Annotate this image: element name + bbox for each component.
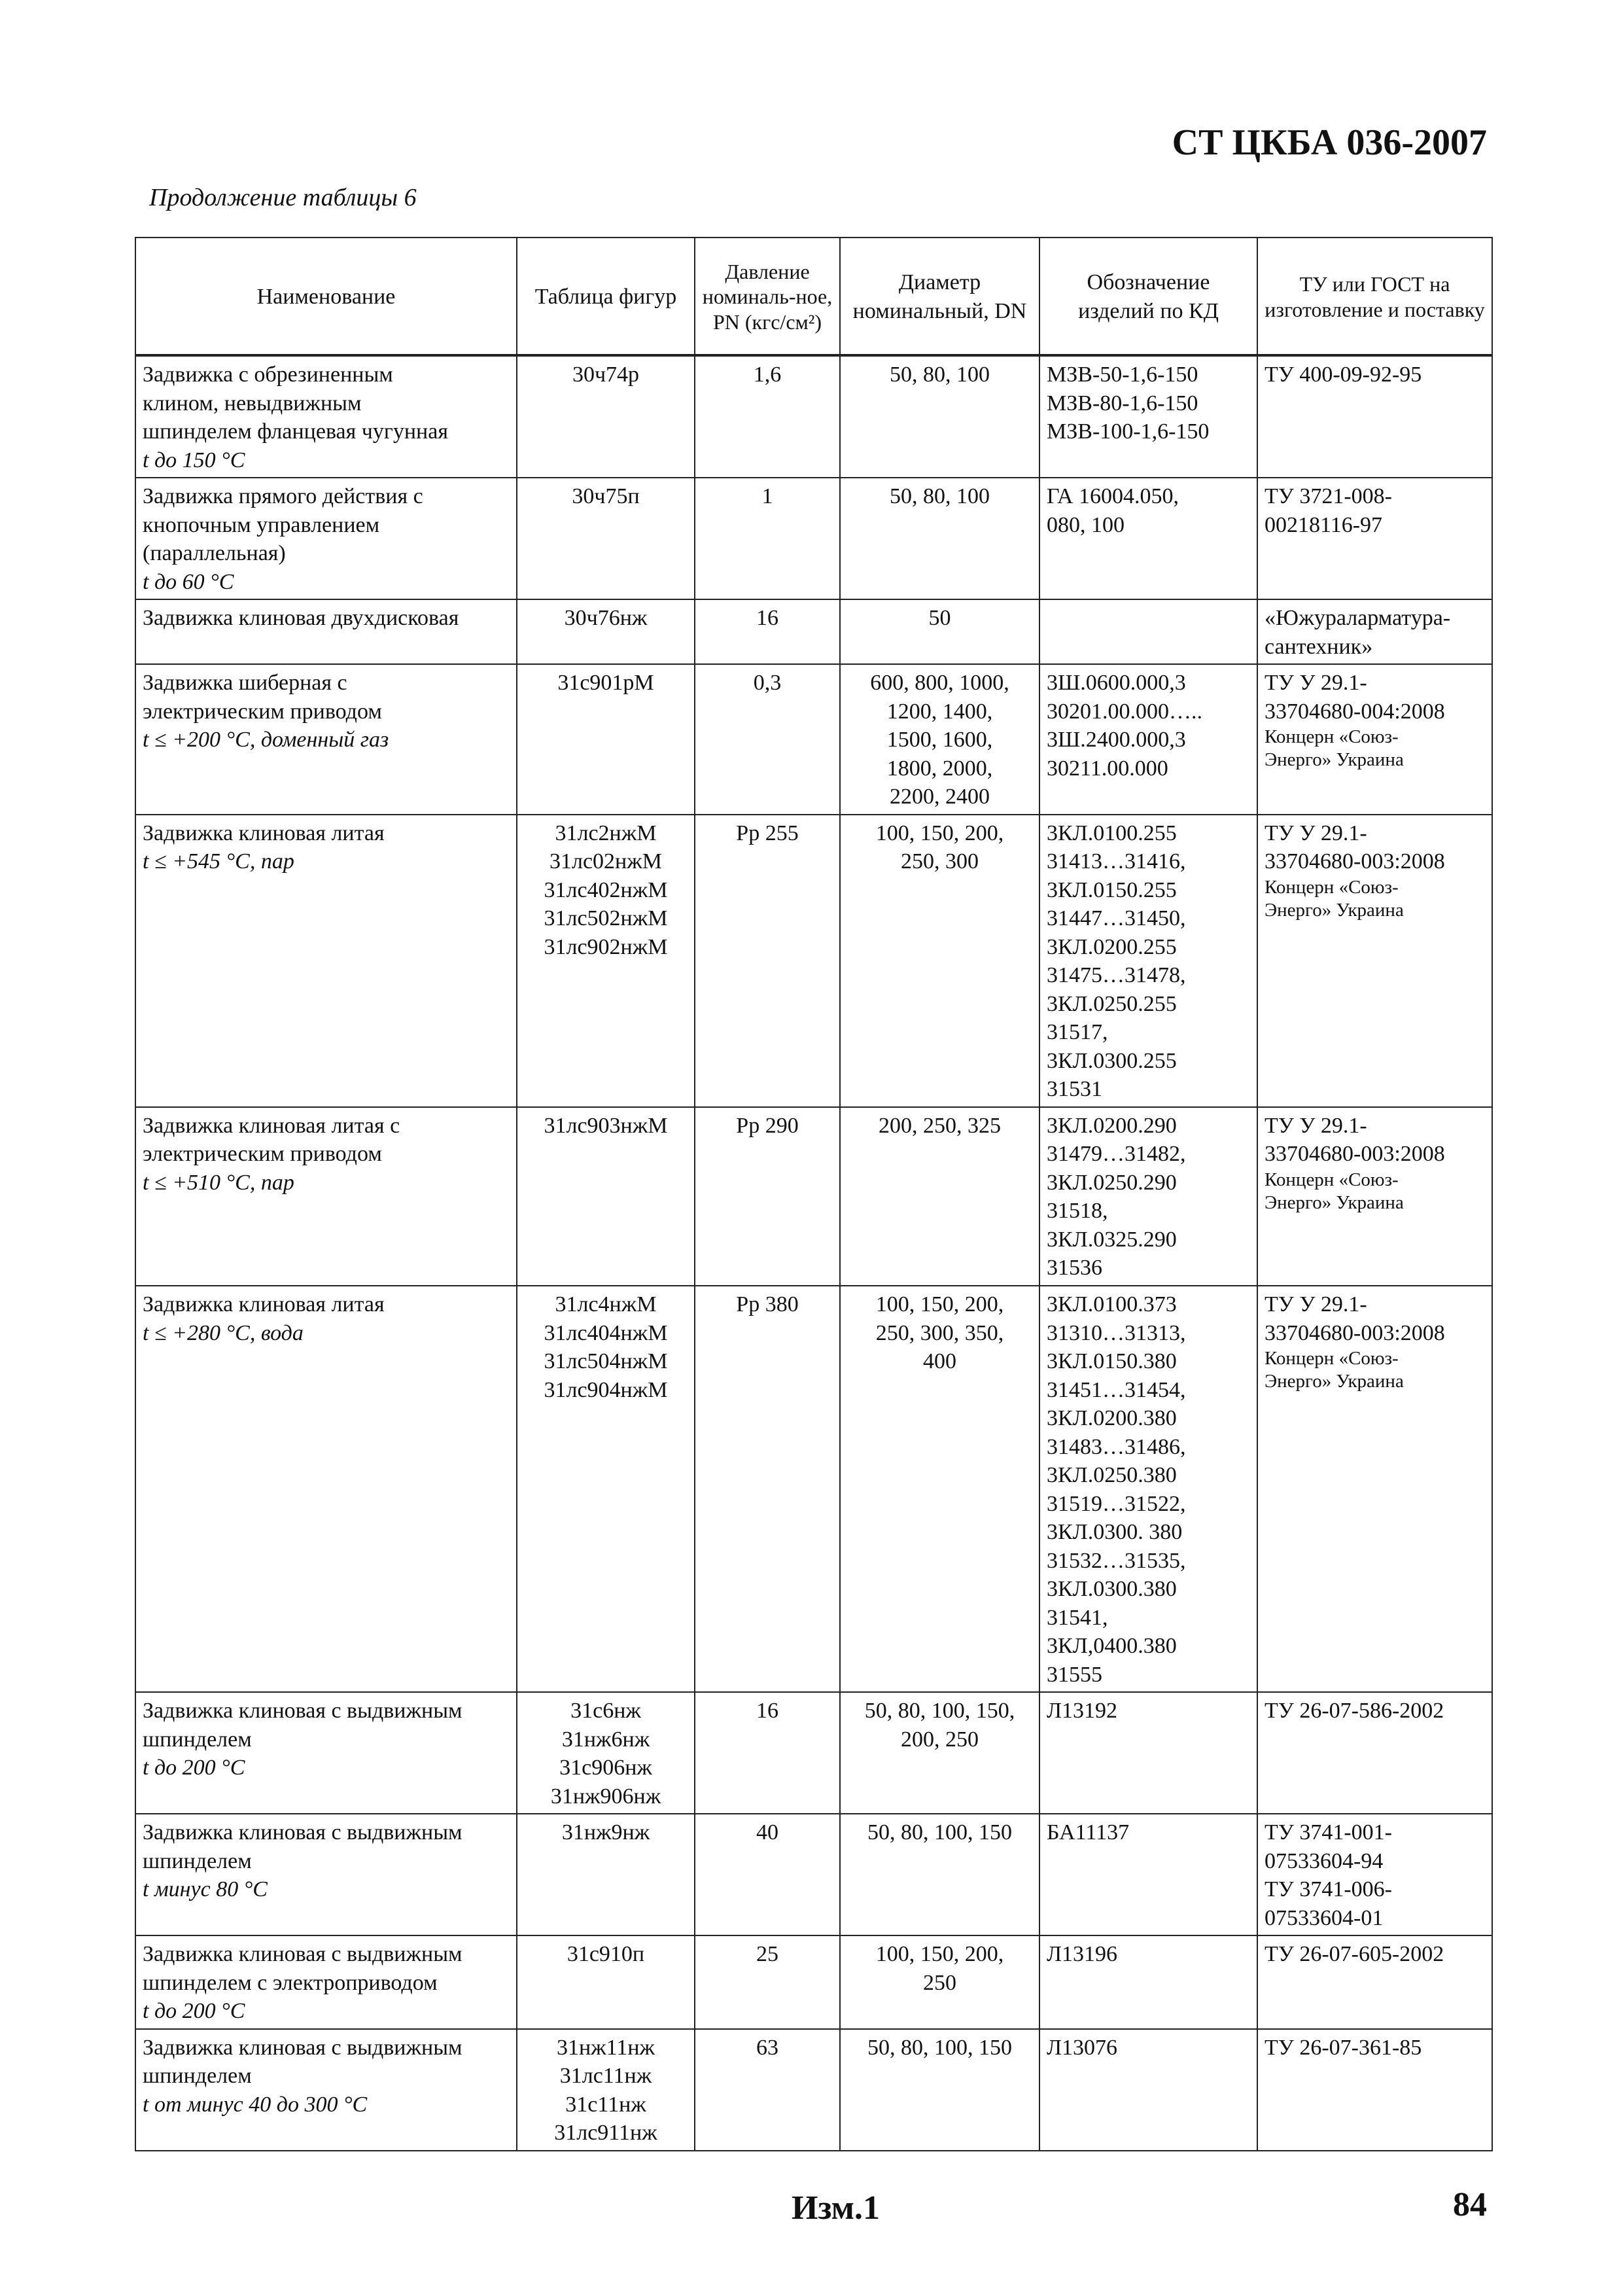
figure-code: 31с906нж (559, 1756, 652, 1780)
figure-code: 31лс11нж (559, 2064, 652, 2089)
product-name-line: (параллельная) (143, 541, 286, 566)
temperature-note: t до 200 °C (143, 1999, 245, 2024)
col-header-name: Наименование (135, 238, 517, 355)
product-name-line: Задвижка клиновая двухдисковая (143, 606, 459, 631)
kd-designation: МЗВ-50-1,6-150 (1047, 362, 1198, 387)
col-header-dn: Диаметр номинальный, DN (840, 238, 1039, 355)
tu-manufacturer-note: Энерго» Украина (1265, 749, 1404, 770)
kd-designation: 31479…31482, (1047, 1142, 1186, 1167)
cell-figures (517, 815, 695, 1107)
table-row (135, 1286, 1492, 1692)
temperature-note: t до 150 °C (143, 448, 245, 472)
cell-name (135, 1814, 517, 1935)
kd-designation: 30201.00.000….. (1047, 699, 1202, 724)
kd-designation: Л13076 (1047, 2035, 1118, 2060)
table-row (135, 599, 1492, 664)
cell-tu (1257, 1107, 1492, 1286)
tu-standard: ТУ У 29.1- (1265, 1292, 1367, 1316)
kd-designation: Л13192 (1047, 1699, 1118, 1723)
table-row (135, 1935, 1492, 2029)
kd-designation: 3КЛ.0300.255 (1047, 1048, 1177, 1073)
cell-figures (517, 664, 695, 815)
temperature-note: t ≤ +280 °C, вода (143, 1320, 304, 1345)
product-name-line: Задвижка клиновая с выдвижным (143, 1942, 462, 1967)
product-name-line: Задвижка клиновая литая с (143, 1113, 400, 1138)
dn-values: 1500, 1600, (886, 728, 993, 752)
cell-kd (1039, 1107, 1257, 1286)
product-name-line: Задвижка клиновая литая (143, 821, 385, 845)
cell-kd (1039, 664, 1257, 815)
cell-name (135, 1935, 517, 2029)
cell-dn (840, 2029, 1039, 2151)
kd-designation: 3КЛ.0200.255 (1047, 934, 1177, 959)
figure-code: 30ч76нж (564, 606, 648, 631)
cell-name (135, 1107, 517, 1286)
kd-designation: 3Ш.2400.000,3 (1047, 728, 1186, 752)
cell-figures (517, 478, 695, 599)
kd-designation: 080, 100 (1047, 512, 1125, 537)
cell-name (135, 355, 517, 478)
tu-standard: ТУ 400-09-92-95 (1265, 362, 1422, 387)
cell-figures (517, 1814, 695, 1935)
cell-kd (1039, 1935, 1257, 2029)
kd-designation: 31536 (1047, 1256, 1102, 1280)
tu-standard: 33704680-003:2008 (1265, 1320, 1445, 1345)
cell-tu (1257, 815, 1492, 1107)
dn-values: 2200, 2400 (890, 785, 990, 809)
document-code: СТ ЦКБА 036-2007 (1172, 122, 1487, 163)
kd-designation: 3Ш.0600.000,3 (1047, 671, 1186, 696)
temperature-note: t ≤ +200 °C, доменный газ (143, 728, 389, 752)
cell-dn (840, 1814, 1039, 1935)
cell-figures (517, 1286, 695, 1692)
kd-designation: 31518, (1047, 1199, 1108, 1224)
kd-designation: 31531 (1047, 1077, 1102, 1102)
kd-designation: БА11137 (1047, 1820, 1130, 1845)
kd-designation: 31447…31450, (1047, 906, 1186, 931)
table-row (135, 664, 1492, 815)
revision-label: Изм.1 (792, 2189, 881, 2227)
kd-designation: 3КЛ.0150.380 (1047, 1349, 1177, 1374)
dn-values: 600, 800, 1000, (870, 671, 1009, 696)
kd-designation: 3КЛ.0325.290 (1047, 1227, 1177, 1252)
product-name-line: Задвижка клиновая с выдвижным (143, 2035, 462, 2060)
dn-values: 50, 80, 100 (890, 484, 990, 509)
tu-manufacturer-note: Энерго» Украина (1265, 899, 1404, 921)
tu-standard: ТУ У 29.1- (1265, 1113, 1367, 1138)
product-name-line: шпинделем с электроприводом (143, 1970, 438, 1995)
kd-designation: 3КЛ.0100.255 (1047, 821, 1177, 845)
dn-values: 50, 80, 100, 150 (867, 1820, 1012, 1845)
cell-tu (1257, 599, 1492, 664)
col-header-pn: Давление номиналь-ное, PN (кгс/см²) (695, 238, 840, 355)
product-name-line: шпинделем (143, 1848, 252, 1873)
figure-code: 31лс502нжМ (544, 906, 668, 931)
figure-code: 31лс903нжМ (544, 1113, 668, 1138)
cell-name (135, 815, 517, 1107)
figure-code: 31лс904нжМ (544, 1377, 668, 1402)
tu-standard: ТУ 3721-008- (1265, 484, 1392, 509)
dn-values: 50, 80, 100 (890, 362, 990, 387)
table-row (135, 1107, 1492, 1286)
product-name-line: Задвижка шиберная с (143, 671, 347, 696)
tu-standard: «Южураларматура- (1265, 606, 1451, 631)
cell-dn (840, 1935, 1039, 2029)
figure-code: 31лс02нжМ (550, 849, 662, 874)
cell-pn: 1,6 (695, 355, 840, 478)
table-body (135, 355, 1492, 2151)
cell-name (135, 1692, 517, 1814)
cell-kd (1039, 815, 1257, 1107)
cell-pn: 1 (695, 478, 840, 599)
cell-pn: 63 (695, 2029, 840, 2151)
cell-pn: 0,3 (695, 664, 840, 815)
tu-manufacturer-note: Концерн «Союз- (1265, 1348, 1399, 1369)
figure-code: 31с901рМ (557, 671, 654, 696)
figure-code: 31нж906нж (550, 1784, 661, 1809)
cell-pn: 25 (695, 1935, 840, 2029)
col-header-tu: ТУ или ГОСТ на изготовление и поставку (1257, 238, 1492, 355)
temperature-note: t до 60 °C (143, 569, 234, 594)
dn-values: 50, 80, 100, 150 (867, 2035, 1012, 2060)
table-row (135, 2029, 1492, 2151)
cell-kd (1039, 599, 1257, 664)
temperature-note: t ≤ +545 °C, пар (143, 849, 294, 874)
cell-tu (1257, 1692, 1492, 1814)
cell-name (135, 599, 517, 664)
page-number: 84 (1453, 2186, 1487, 2223)
cell-tu (1257, 2029, 1492, 2151)
table-row (135, 1692, 1492, 1814)
cell-tu (1257, 664, 1492, 815)
dn-values: 50 (928, 606, 951, 631)
tu-standard: ТУ 3741-006- (1265, 1877, 1392, 1902)
kd-designation: 31483…31486, (1047, 1434, 1186, 1459)
cell-tu (1257, 1935, 1492, 2029)
product-name-line: клином, невыдвижным (143, 391, 362, 415)
figure-code: 31лс404нжМ (544, 1320, 668, 1345)
tu-standard: 33704680-003:2008 (1265, 849, 1445, 874)
cell-figures (517, 355, 695, 478)
cell-dn (840, 599, 1039, 664)
kd-designation: 31532…31535, (1047, 1548, 1186, 1573)
cell-tu (1257, 1814, 1492, 1935)
figure-code: 31лс911нж (554, 2121, 657, 2146)
figure-code: 31лс4нжМ (555, 1292, 657, 1316)
kd-designation: 3КЛ.0300. 380 (1047, 1520, 1183, 1545)
figure-code: 30ч74р (572, 362, 640, 387)
product-name-line: электрическим приводом (143, 1142, 382, 1167)
tu-standard: ТУ 3741-001- (1265, 1820, 1392, 1845)
dn-values: 250 (923, 1970, 956, 1995)
kd-designation: 3КЛ.0250.255 (1047, 991, 1177, 1016)
kd-designation: 3КЛ.0150.255 (1047, 877, 1177, 902)
figure-code: 31лс2нжМ (555, 821, 657, 845)
kd-designation: МЗВ-80-1,6-150 (1047, 391, 1198, 415)
cell-kd (1039, 478, 1257, 599)
figure-code: 30ч75п (572, 484, 640, 509)
kd-designation: 3КЛ.0250.290 (1047, 1170, 1177, 1195)
tu-standard: 07533604-94 (1265, 1848, 1384, 1873)
cell-figures (517, 2029, 695, 2151)
kd-designation: 3КЛ.0200.380 (1047, 1406, 1177, 1431)
col-header-kd: Обозначение изделий по КД (1039, 238, 1257, 355)
dn-values: 100, 150, 200, (875, 1942, 1004, 1967)
dn-values: 200, 250 (901, 1727, 979, 1752)
table-row (135, 355, 1492, 478)
tu-manufacturer-note: Концерн «Союз- (1265, 726, 1399, 748)
header-row (135, 238, 1492, 355)
cell-dn (840, 1286, 1039, 1692)
figure-code: 31нж6нж (561, 1727, 650, 1752)
tu-standard: ТУ У 29.1- (1265, 821, 1367, 845)
cell-dn (840, 478, 1039, 599)
cell-pn: 40 (695, 1814, 840, 1935)
figure-code: 31лс504нжМ (544, 1349, 668, 1374)
kd-designation: 3КЛ.0100.373 (1047, 1292, 1177, 1316)
figure-code: 31нж9нж (561, 1820, 650, 1845)
kd-designation: 31519…31522, (1047, 1491, 1186, 1516)
cell-pn: Рр 255 (695, 815, 840, 1107)
dn-values: 250, 300, 350, (875, 1320, 1004, 1345)
kd-designation: 3КЛ.0300.380 (1047, 1577, 1177, 1602)
figure-code: 31нж11нж (556, 2035, 655, 2060)
kd-designation: 3КЛ,0400.380 (1047, 1634, 1177, 1659)
product-name-line: шпинделем (143, 1727, 252, 1752)
cell-figures (517, 599, 695, 664)
cell-pn: Рр 290 (695, 1107, 840, 1286)
cell-tu (1257, 478, 1492, 599)
figure-code: 31с910п (567, 1942, 645, 1967)
kd-designation: 31555 (1047, 1662, 1102, 1687)
tu-standard: ТУ 26-07-605-2002 (1265, 1942, 1444, 1967)
tu-standard: 00218116-97 (1265, 512, 1383, 537)
tu-standard: 33704680-004:2008 (1265, 699, 1445, 724)
figure-code: 31лс402нжМ (544, 877, 668, 902)
figure-code: 31лс902нжМ (544, 934, 668, 959)
cell-kd (1039, 1692, 1257, 1814)
figure-code: 31с6нж (570, 1699, 641, 1723)
cell-dn (840, 815, 1039, 1107)
cell-kd (1039, 355, 1257, 478)
cell-tu (1257, 355, 1492, 478)
product-name-line: Задвижка прямого действия с (143, 484, 423, 509)
table-header (135, 238, 1492, 355)
kd-designation: 31310…31313, (1047, 1320, 1186, 1345)
kd-designation: 3КЛ.0250.380 (1047, 1463, 1177, 1488)
table-continuation-caption: Продолжение таблицы 6 (149, 184, 417, 211)
dn-values: 1800, 2000, (886, 756, 993, 781)
tu-standard: ТУ У 29.1- (1265, 671, 1367, 696)
dn-values: 50, 80, 100, 150, (864, 1699, 1015, 1723)
cell-name (135, 664, 517, 815)
cell-figures (517, 1935, 695, 2029)
col-header-figures: Таблица фигур (517, 238, 695, 355)
kd-designation: 31413…31416, (1047, 849, 1186, 874)
cell-figures (517, 1107, 695, 1286)
table-row (135, 1814, 1492, 1935)
cell-dn (840, 1107, 1039, 1286)
cell-kd (1039, 2029, 1257, 2151)
cell-name (135, 1286, 517, 1692)
cell-figures (517, 1692, 695, 1814)
tu-manufacturer-note: Концерн «Союз- (1265, 1169, 1399, 1190)
kd-designation: МЗВ-100-1,6-150 (1047, 419, 1210, 444)
dn-values: 100, 150, 200, (875, 1292, 1004, 1316)
temperature-note: t до 200 °C (143, 1756, 245, 1780)
cell-kd (1039, 1814, 1257, 1935)
cell-pn: 16 (695, 1692, 840, 1814)
temperature-note: t минус 80 °C (143, 1877, 268, 1902)
kd-designation: 31475…31478, (1047, 963, 1186, 988)
temperature-note: t ≤ +510 °C, пар (143, 1170, 294, 1195)
tu-manufacturer-note: Энерго» Украина (1265, 1370, 1404, 1392)
product-name-line: Задвижка клиновая с выдвижным (143, 1820, 462, 1845)
temperature-note: t от минус 40 до 300 °C (143, 2092, 368, 2117)
cell-tu (1257, 1286, 1492, 1692)
cell-dn (840, 664, 1039, 815)
dn-values: 1200, 1400, (886, 699, 993, 724)
product-name-line: шпинделем фланцевая чугунная (143, 419, 448, 444)
dn-values: 250, 300 (901, 849, 979, 874)
tu-standard: сантехник» (1265, 634, 1373, 659)
kd-designation: ГА 16004.050, (1047, 484, 1179, 509)
product-name-line: Задвижка клиновая с выдвижным (143, 1699, 462, 1723)
kd-designation: 31517, (1047, 1020, 1108, 1045)
tu-standard: 07533604-01 (1265, 1905, 1384, 1930)
cell-dn (840, 1692, 1039, 1814)
cell-dn (840, 355, 1039, 478)
kd-designation: 3КЛ.0200.290 (1047, 1113, 1177, 1138)
cell-pn: 16 (695, 599, 840, 664)
product-name-line: Задвижка клиновая литая (143, 1292, 385, 1316)
product-name-line: кнопочным управлением (143, 512, 380, 537)
dn-values: 200, 250, 325 (879, 1113, 1001, 1138)
tu-manufacturer-note: Энерго» Украина (1265, 1192, 1404, 1213)
dn-values: 100, 150, 200, (875, 821, 1004, 845)
product-name-line: электрическим приводом (143, 699, 382, 724)
tu-standard: ТУ 26-07-586-2002 (1265, 1699, 1444, 1723)
valves-table (135, 237, 1493, 2151)
kd-designation: 30211.00.000 (1047, 756, 1168, 781)
table-row (135, 478, 1492, 599)
kd-designation: 31541, (1047, 1605, 1108, 1630)
kd-designation: Л13196 (1047, 1942, 1118, 1967)
dn-values: 400 (923, 1349, 956, 1374)
cell-kd (1039, 1286, 1257, 1692)
kd-designation: 31451…31454, (1047, 1377, 1186, 1402)
tu-manufacturer-note: Концерн «Союз- (1265, 876, 1399, 898)
product-name-line: шпинделем (143, 2064, 252, 2089)
table-row (135, 815, 1492, 1107)
tu-standard: ТУ 26-07-361-85 (1265, 2035, 1422, 2060)
product-name-line: Задвижка с обрезиненным (143, 362, 393, 387)
cell-name (135, 478, 517, 599)
cell-pn: Рр 380 (695, 1286, 840, 1692)
figure-code: 31с11нж (565, 2092, 646, 2117)
tu-standard: 33704680-003:2008 (1265, 1142, 1445, 1167)
cell-name (135, 2029, 517, 2151)
